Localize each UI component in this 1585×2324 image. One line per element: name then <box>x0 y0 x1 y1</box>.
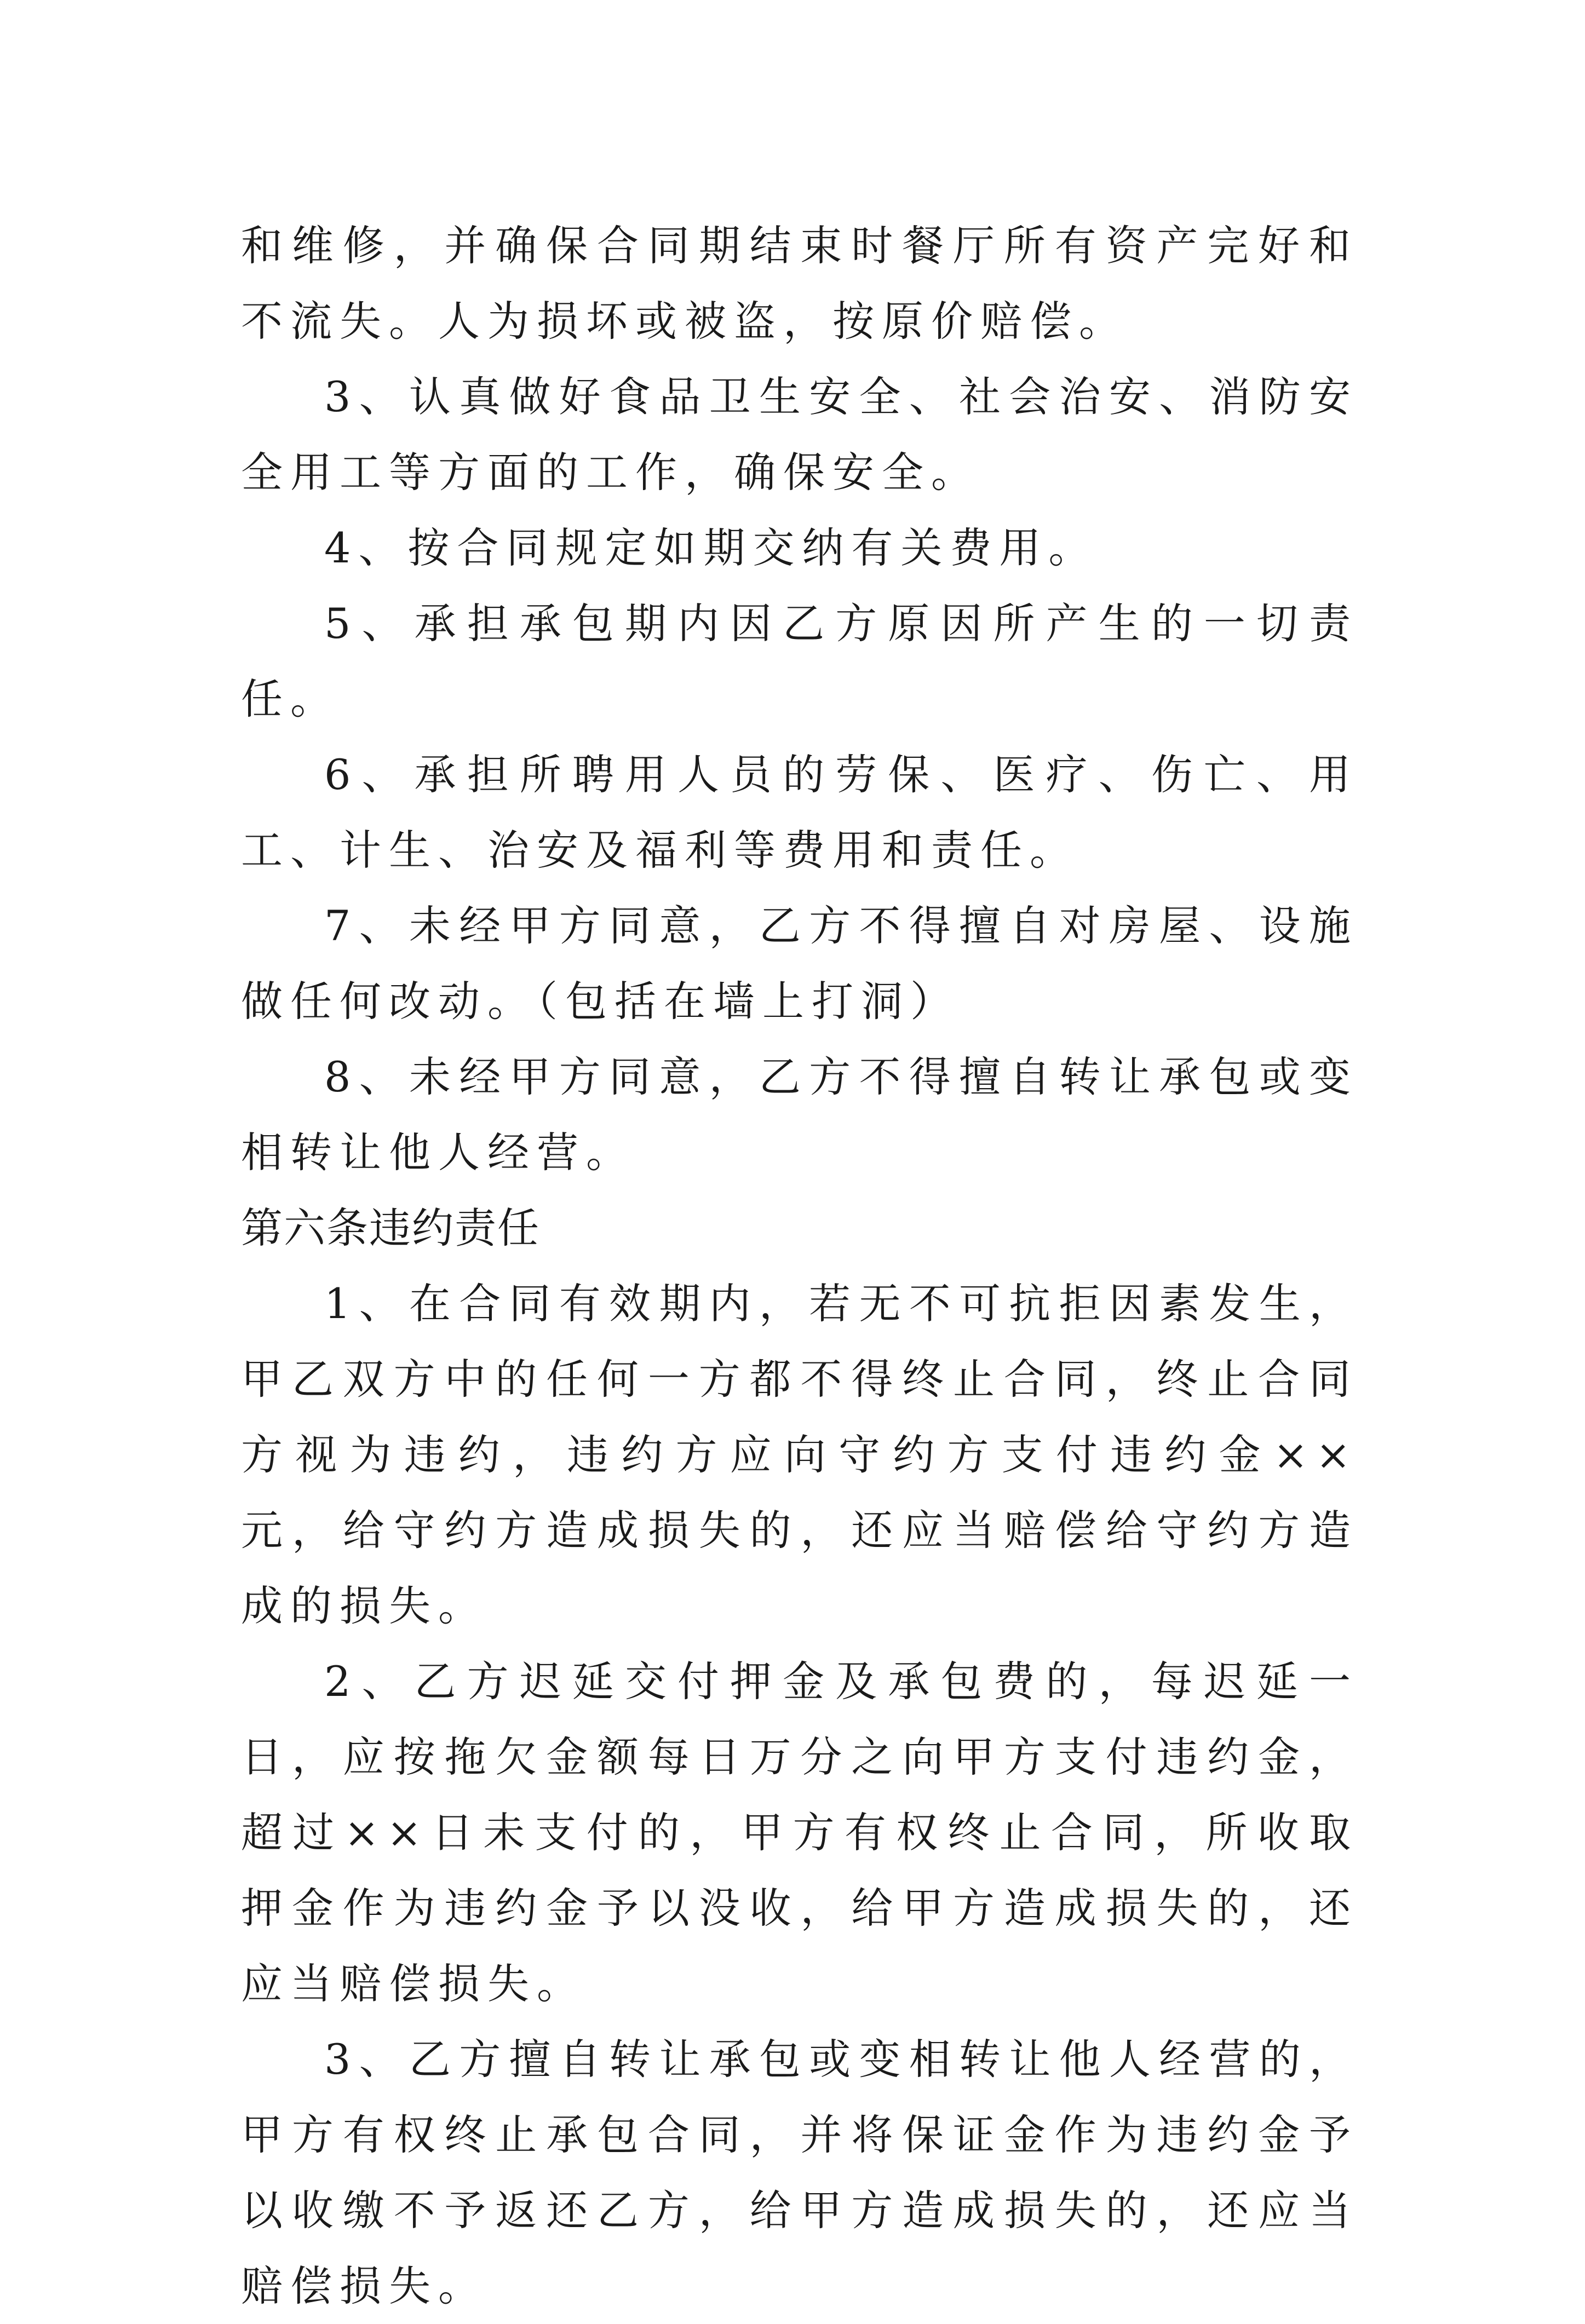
liability-item-3: 3、乙方擅自转让承包或变相转让他人经营的，甲方有权终止承包合同，并将保证金作为违约金予以收缴不予返还乙方，给甲方造成损失的，还应当赔偿损失。 <box>241 2035 1358 2310</box>
clause-item-7: 7、未经甲方同意，乙方不得擅自对房屋、设施做任何改动。（包括在墙上打洞） <box>241 901 1358 1026</box>
clause-item-8: 8、未经甲方同意，乙方不得擅自转让承包或变相转让他人经营。 <box>241 1052 1358 1177</box>
clause-item-6: 6、承担所聘用人员的劳保、医疗、伤亡、用工、计生、治安及福利等费用和责任。 <box>241 750 1358 875</box>
clause-item-5: 5、承担承包期内因乙方原因所产生的一切责任。 <box>241 599 1358 723</box>
section-heading: 第六条违约责任 <box>241 1204 540 1252</box>
paragraph-continuation: 和维修，并确保合同期结束时餐厅所有资产完好和不流失。人为损坏或被盗，按原价赔偿。 <box>241 221 1358 346</box>
liability-item-1: 1、在合同有效期内，若无不可抗拒因素发生，甲乙双方中的任何一方都不得终止合同，终止合同方视为违约，违约方应向守约方支付违约金××元，给守约方造成损失的，还应当赔偿给守约方造成的损失。 <box>241 1279 1358 1630</box>
document-body <box>241 208 1358 2324</box>
clause-item-4: 4、按合同规定如期交纳有关费用。 <box>324 524 1098 572</box>
liability-item-2: 2、乙方迟延交付押金及承包费的，每迟延一日，应按拖欠金额每日万分之向甲方支付违约金，超过××日未支付的，甲方有权终止合同，所收取押金作为违约金予以没收，给甲方造成损失的，还应当赔偿损失。 <box>241 1657 1358 2008</box>
clause-item-3: 3、认真做好食品卫生安全、社会治安、消防安全用工等方面的工作，确保安全。 <box>241 372 1358 497</box>
